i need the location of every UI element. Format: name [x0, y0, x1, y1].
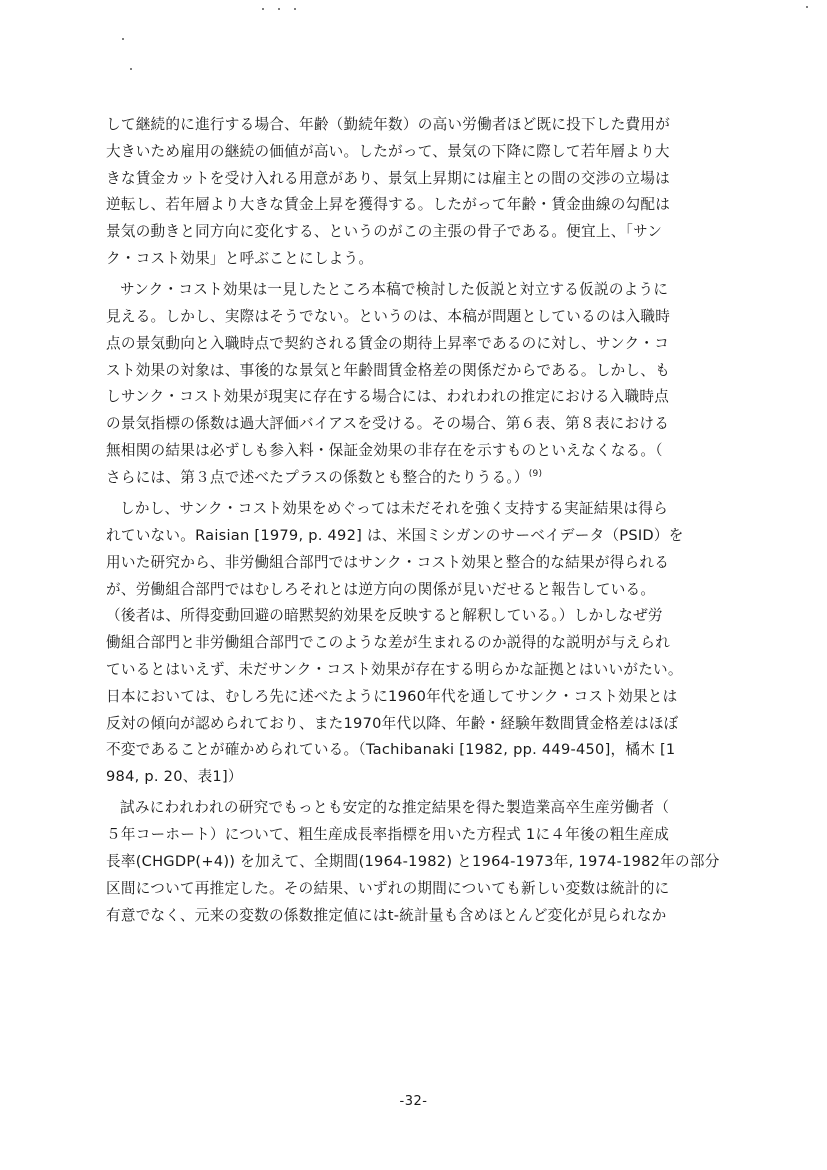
text-line: 見える。しかし、実際はそうでない。というのは、本稿が問題としているのは入職時: [106, 308, 671, 326]
text-line: 無相関の結果は必ずしも参入料・保証金効果の非存在を示すものといえなくなる。（: [106, 442, 663, 460]
text-line: 日本においては、むしろ先に述べたように1960年代を通してサンク・コスト効果とは: [106, 687, 678, 705]
text-line: ているとはいえず、未だサンク・コスト効果が存在する明らかな証拠とはいいがたい。: [106, 660, 683, 678]
text-line: して継続的に進行する場合、年齢（勤続年数）の高い労働者ほど既に投下した費用が: [106, 116, 671, 133]
text-line: ク・コスト効果」と呼ぶことにしよう。: [106, 249, 374, 267]
text-line: スト効果の対象は、事後的な景気と年齢間賃金格差の関係だからである。しかし、も: [106, 361, 670, 379]
scan-speck: [262, 8, 264, 10]
footnote-marker: (9): [528, 468, 543, 479]
text-line: 984, p. 20、表1]）: [106, 768, 243, 786]
scan-speck: [130, 68, 132, 70]
scan-speck: [278, 8, 280, 10]
text-line: の景気指標の係数は過大評価バイアスを受ける。その場合、第６表、第８表における: [106, 415, 670, 433]
text-line: が、労働組合部門ではむしろそれとは逆方向の関係が見いだせると報告している。: [106, 580, 656, 598]
text-line: 大きいため雇用の継続の価値が高い。したがって、景気の下降に際して若年層より大: [106, 142, 670, 160]
text-line: 反対の傾向が認められており、また1970年代以降、年齢・経験年数間賃金格差はほぼ: [106, 714, 679, 732]
text-line: きな賃金カットを受け入れる用意があり、景気上昇期には雇主との間の交渉の立場は: [106, 169, 670, 187]
text-line: 試みにわれわれの研究でもっとも安定的な推定結果を得た製造業高卒生産労働者（: [120, 799, 670, 817]
text-line: 不変であることが確かめられている。（Tachibanaki [1982, pp. 449-450]，橘木 [1: [106, 741, 676, 759]
text-line: （後者は、所得変動回避の暗黙契約効果を反映すると解釈している。）しかしなぜ労: [106, 607, 663, 625]
text-line: 働組合部門と非労働組合部門でこのような差が生まれるのか説得的な説明が与えられ: [106, 634, 671, 652]
text-line: 長率(CHGDP(+4)) を加えて、全期間(1964-1982) と1964-1973年, 1974-1982年の部分: [106, 853, 720, 871]
text-line: サンク・コスト効果は一見したところ本稿で検討した仮説と対立する仮説のように: [120, 281, 669, 299]
body-text: [106, 112, 728, 929]
text-line: しかし、サンク・コスト効果をめぐっては未だそれを強く支持する実証結果は得ら: [120, 500, 668, 518]
text-line-content: さらには、第３点で述べたプラスの係数とも整合的たりうる。）: [106, 468, 529, 486]
text-line: 区間について再推定した。その結果、いずれの期間についても新しい変数は統計的に: [106, 879, 670, 897]
scan-speck: [806, 6, 808, 8]
text-line: [106, 465, 728, 492]
text-line: 用いた研究から、非労働組合部門ではサンク・コスト効果と整合的な結果が得られる: [106, 553, 670, 571]
text-line: 景気の動きと同方向に変化する、というのがこの主張の骨子である。便宜上、「サン: [106, 223, 663, 241]
scan-speck: [294, 8, 296, 10]
text-line: しサンク・コスト効果が現実に存在する場合には、われわれの推定における入職時点: [106, 388, 670, 406]
text-line: 有意でなく、元来の変数の係数推定値にはt-統計量も含めほとんど変化が見られなか: [106, 906, 667, 924]
scan-speck: [122, 38, 124, 40]
text-line: ５年コーホート）について、粗生産成長率指標を用いた方程式 1に４年後の粗生産成: [106, 826, 670, 844]
text-line: 点の景気動向と入職時点で契約される賃金の期待上昇率であるのに対し、サンク・コ: [106, 334, 670, 352]
page-number: -32-: [399, 1094, 428, 1109]
text-line: 逆転し、若年層より大きな賃金上昇を獲得する。したがって年齢・賃金曲線の勾配は: [106, 196, 671, 214]
text-line: れていない。Raisian [1979, p. 492] は、米国ミシガンのサーベイデータ（PSID）を: [106, 526, 684, 544]
